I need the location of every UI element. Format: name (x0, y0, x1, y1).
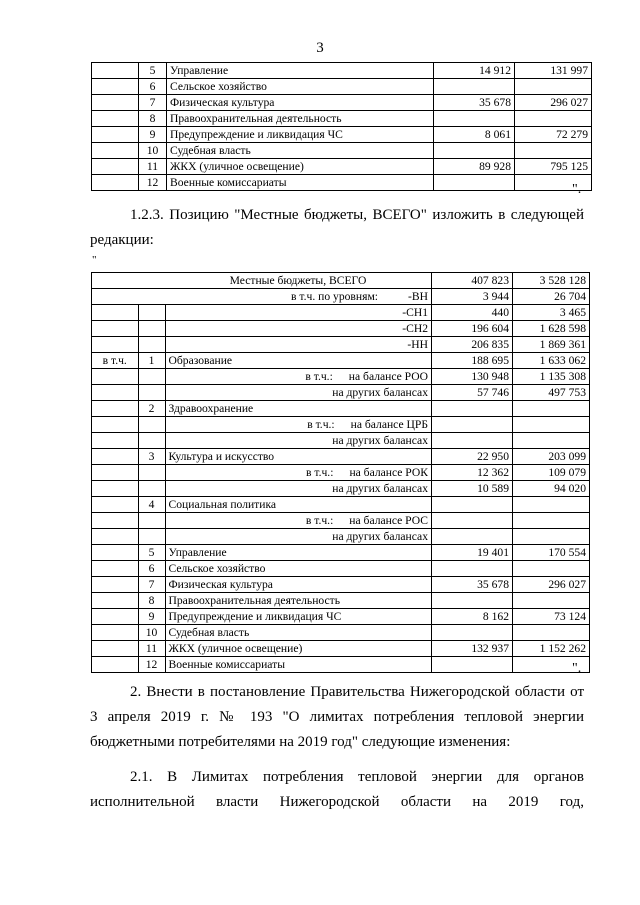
cell-empty (513, 401, 590, 417)
balance-label: на балансе ЦРБ (350, 417, 428, 431)
table-row (92, 593, 590, 609)
cell-empty (432, 401, 513, 417)
level-cell (165, 321, 432, 337)
table-row-section (92, 449, 590, 465)
row-name: ЖКХ (уличное освещение) (167, 159, 434, 175)
paragraph-2 (90, 680, 584, 755)
paragraph-2-1-text: 2.1. В Лимитах потребления тепловой энергии для органов исполнительной власти Нижегородской области на 2019 год, (90, 769, 584, 810)
cell-empty (138, 433, 165, 449)
section-value-2: 203 099 (513, 449, 590, 465)
cell-empty (92, 529, 139, 545)
table-row (92, 561, 590, 577)
level-value-2: 3 465 (513, 305, 590, 321)
cell-empty (138, 529, 165, 545)
cell-empty (92, 273, 139, 289)
section-name: Здравоохранение (165, 401, 432, 417)
section-number: 2 (138, 401, 165, 417)
row-number: 5 (138, 545, 165, 561)
table-b-body (92, 273, 590, 673)
row-value-2: 72 279 (515, 127, 592, 143)
cell-empty (92, 321, 139, 337)
row-number: 9 (138, 609, 165, 625)
row-value-1 (432, 561, 513, 577)
incl-label: в т.ч.: (307, 417, 335, 431)
table-row-level (92, 337, 590, 353)
row-number: 11 (138, 641, 165, 657)
table-row (92, 625, 590, 641)
paragraph-1-2-3-text: 1.2.3. Позицию "Местные бюджеты, ВСЕГО" изложить в следующей редакции: (90, 207, 584, 248)
row-number: 7 (139, 95, 167, 111)
row-value-2 (515, 111, 592, 127)
paragraph-2-1 (90, 765, 584, 815)
cell-empty (92, 449, 139, 465)
table-row-balance (92, 513, 590, 529)
row-name: Военные комиссариаты (167, 175, 434, 191)
table-row (92, 111, 592, 127)
cell-empty (92, 385, 139, 401)
row-number: 7 (138, 577, 165, 593)
row-value-1: 35 678 (434, 95, 515, 111)
table-row (92, 641, 590, 657)
level-cell (165, 337, 432, 353)
section-name: Социальная политика (165, 497, 432, 513)
balance-value-1: 12 362 (432, 465, 513, 481)
table-continuation (91, 62, 592, 191)
cell-empty (92, 401, 139, 417)
section-name: Образование (165, 353, 432, 369)
row-value-2: 1 152 262 (513, 641, 590, 657)
balance-label: на балансе РОС (349, 513, 428, 527)
section-value-1: 188 695 (432, 353, 513, 369)
level-code: -НН (407, 337, 428, 351)
cell-empty (92, 497, 139, 513)
other-value-2: 497 753 (513, 385, 590, 401)
levels-label: в т.ч. по уровням: (291, 289, 378, 303)
row-number: 12 (139, 175, 167, 191)
level-value-1: 3 944 (432, 289, 513, 305)
section-number: 4 (138, 497, 165, 513)
row-number: 6 (138, 561, 165, 577)
vtch-label: в т.ч. (92, 353, 139, 369)
table-row (92, 79, 592, 95)
row-value-2 (513, 625, 590, 641)
balance-cell (165, 417, 432, 433)
cell-empty (92, 127, 139, 143)
cell-empty (138, 417, 165, 433)
balance-cell (165, 369, 432, 385)
other-label: на других балансах (332, 529, 428, 543)
cell-empty (92, 159, 139, 175)
cell-empty (92, 417, 139, 433)
level-value-2: 26 704 (513, 289, 590, 305)
row-value-1 (434, 175, 515, 191)
row-name: Военные комиссариаты (165, 657, 432, 673)
total-value-2: 3 528 128 (513, 273, 590, 289)
cell-empty (92, 481, 139, 497)
cell-empty (432, 529, 513, 545)
row-name: Правоохранительная деятельность (167, 111, 434, 127)
table-row (92, 577, 590, 593)
level-value-2: 1 869 361 (513, 337, 590, 353)
row-name: Предупреждение и ликвидация ЧС (165, 609, 432, 625)
table-row-section (92, 497, 590, 513)
row-value-1 (432, 625, 513, 641)
table-row (92, 63, 592, 79)
row-number: 10 (139, 143, 167, 159)
row-name: Управление (165, 545, 432, 561)
level-code: -ВН (408, 289, 428, 303)
level-value-1: 206 835 (432, 337, 513, 353)
closing-quote-a: ". (572, 182, 582, 197)
table-row-balance (92, 369, 590, 385)
row-value-1: 8 162 (432, 609, 513, 625)
cell-empty (138, 273, 165, 289)
row-value-2: 73 124 (513, 609, 590, 625)
row-number: 9 (139, 127, 167, 143)
other-cell (165, 529, 432, 545)
row-value-2: 296 027 (515, 95, 592, 111)
cell-empty (92, 465, 139, 481)
cell-empty (92, 577, 139, 593)
row-number: 8 (138, 593, 165, 609)
row-value-2: 795 125 (515, 159, 592, 175)
row-name: Судебная власть (165, 625, 432, 641)
cell-empty (138, 465, 165, 481)
paragraph-2-text: 2. Внести в постановление Правительства Нижегородской области от 3 апреля 2019 г. № 193 "О лимитах потребления тепловой энергии бюджетными потребителями на 2019 год" следующие изменения: (90, 684, 584, 750)
cell-empty (513, 529, 590, 545)
row-name: Правоохранительная деятельность (165, 593, 432, 609)
cell-empty (432, 433, 513, 449)
balance-value-2: 1 135 308 (513, 369, 590, 385)
cell-empty (92, 305, 139, 321)
table-row (92, 545, 590, 561)
table-row-balance (92, 417, 590, 433)
balance-label: на балансе РОО (348, 369, 428, 383)
row-number: 12 (138, 657, 165, 673)
table-row (92, 159, 592, 175)
row-number: 10 (138, 625, 165, 641)
table-row-other (92, 481, 590, 497)
row-value-1: 19 401 (432, 545, 513, 561)
table-row-total (92, 273, 590, 289)
row-value-1 (434, 111, 515, 127)
level-cell (165, 289, 432, 305)
table-row-other (92, 433, 590, 449)
cell-empty (92, 79, 139, 95)
cell-empty (432, 513, 513, 529)
cell-empty (92, 625, 139, 641)
row-value-1 (434, 143, 515, 159)
cell-empty (92, 143, 139, 159)
cell-empty (92, 63, 139, 79)
cell-empty (92, 337, 139, 353)
cell-empty (92, 593, 139, 609)
other-label: на других балансах (332, 433, 428, 447)
total-label: Местные бюджеты, ВСЕГО (165, 273, 432, 289)
cell-empty (138, 369, 165, 385)
row-value-1: 35 678 (432, 577, 513, 593)
cell-empty (92, 95, 139, 111)
total-value-1: 407 823 (432, 273, 513, 289)
table-row-level (92, 321, 590, 337)
paragraph-1-2-3 (90, 203, 584, 253)
row-value-2: 170 554 (513, 545, 590, 561)
closing-quote-b: ". (572, 661, 582, 676)
row-value-2 (515, 143, 592, 159)
row-number: 5 (139, 63, 167, 79)
incl-label: в т.ч.: (305, 513, 334, 527)
page-number: 3 (316, 40, 324, 56)
incl-label: в т.ч.: (306, 465, 334, 479)
row-name: Судебная власть (167, 143, 434, 159)
row-value-1: 14 912 (434, 63, 515, 79)
table-row-level (92, 289, 590, 305)
level-value-1: 440 (432, 305, 513, 321)
cell-empty (432, 417, 513, 433)
table-row-section (92, 353, 590, 369)
row-value-2 (515, 79, 592, 95)
cell-empty (513, 417, 590, 433)
row-name: Физическая культура (165, 577, 432, 593)
other-cell (165, 385, 432, 401)
row-number: 11 (139, 159, 167, 175)
level-cell (165, 305, 432, 321)
cell-empty (92, 111, 139, 127)
row-value-1: 89 928 (434, 159, 515, 175)
cell-empty (432, 497, 513, 513)
table-row-level (92, 305, 590, 321)
row-value-1 (432, 593, 513, 609)
section-number: 1 (138, 353, 165, 369)
cell-empty (92, 545, 139, 561)
cell-empty (92, 175, 139, 191)
row-number: 8 (139, 111, 167, 127)
row-number: 6 (139, 79, 167, 95)
cell-empty (92, 513, 139, 529)
cell-empty (92, 609, 139, 625)
cell-empty (138, 305, 165, 321)
section-value-2: 1 633 062 (513, 353, 590, 369)
cell-empty (138, 513, 165, 529)
other-cell (165, 481, 432, 497)
cell-empty (92, 289, 139, 305)
row-name: Физическая культура (167, 95, 434, 111)
other-label: на других балансах (332, 481, 428, 495)
table-row-section (92, 401, 590, 417)
balance-cell (165, 465, 432, 481)
section-name: Культура и искусство (165, 449, 432, 465)
cell-empty (92, 641, 139, 657)
balance-cell (165, 513, 432, 529)
row-value-2: 131 997 (515, 63, 592, 79)
table-row (92, 143, 592, 159)
cell-empty (92, 561, 139, 577)
incl-label: в т.ч.: (305, 369, 333, 383)
cell-empty (138, 289, 165, 305)
row-name: Сельское хозяйство (167, 79, 434, 95)
opening-quote-b: " (92, 254, 97, 266)
cell-empty (513, 513, 590, 529)
cell-empty (92, 433, 139, 449)
table-row-other (92, 385, 590, 401)
table-row (92, 657, 590, 673)
section-value-1: 22 950 (432, 449, 513, 465)
row-value-2 (513, 593, 590, 609)
cell-empty (138, 321, 165, 337)
table-row-other (92, 529, 590, 545)
other-label: на других балансах (332, 385, 428, 399)
cell-empty (138, 385, 165, 401)
table-row-balance (92, 465, 590, 481)
table-row (92, 95, 592, 111)
table-row (92, 175, 592, 191)
row-name: Управление (167, 63, 434, 79)
other-value-1: 10 589 (432, 481, 513, 497)
table-row (92, 609, 590, 625)
table-local-budgets (91, 272, 590, 673)
level-value-1: 196 604 (432, 321, 513, 337)
row-value-1 (432, 657, 513, 673)
balance-value-1: 130 948 (432, 369, 513, 385)
other-cell (165, 433, 432, 449)
balance-label: на балансе РОК (349, 465, 428, 479)
cell-empty (513, 497, 590, 513)
row-value-1 (434, 79, 515, 95)
other-value-2: 94 020 (513, 481, 590, 497)
level-code: -СН1 (402, 305, 428, 319)
table-a-body (92, 63, 592, 191)
balance-value-2: 109 079 (513, 465, 590, 481)
cell-empty (92, 369, 139, 385)
cell-empty (92, 657, 139, 673)
row-name: Предупреждение и ликвидация ЧС (167, 127, 434, 143)
cell-empty (513, 433, 590, 449)
level-code: -СН2 (402, 321, 428, 335)
table-row (92, 127, 592, 143)
cell-empty (138, 481, 165, 497)
row-value-1: 132 937 (432, 641, 513, 657)
row-value-2 (513, 561, 590, 577)
level-value-2: 1 628 598 (513, 321, 590, 337)
row-name: Сельское хозяйство (165, 561, 432, 577)
other-value-1: 57 746 (432, 385, 513, 401)
row-value-2: 296 027 (513, 577, 590, 593)
cell-empty (138, 337, 165, 353)
row-value-1: 8 061 (434, 127, 515, 143)
section-number: 3 (138, 449, 165, 465)
row-name: ЖКХ (уличное освещение) (165, 641, 432, 657)
